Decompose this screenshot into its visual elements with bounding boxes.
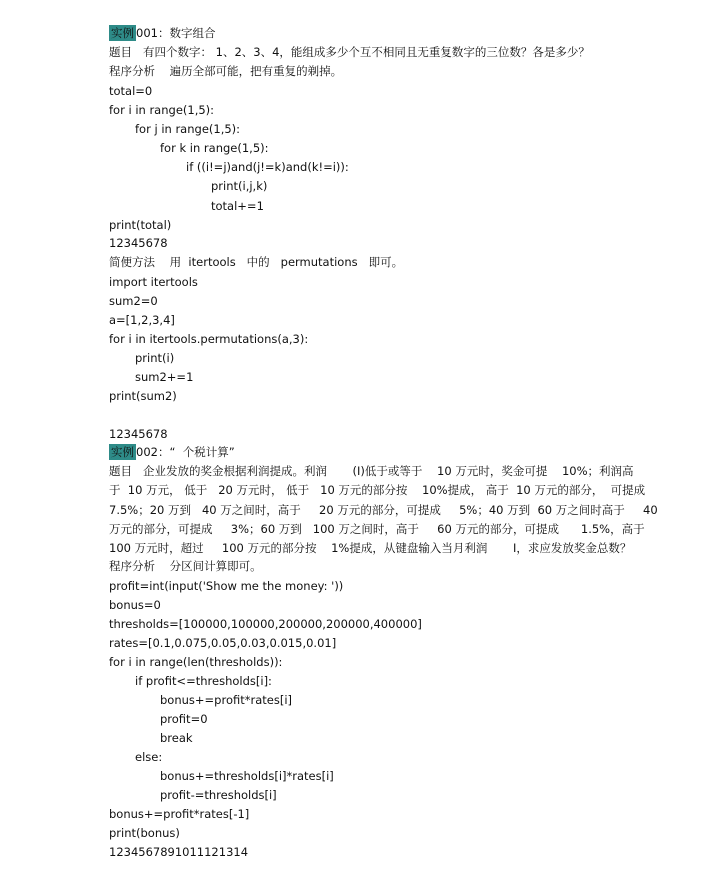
- code-line: sum2=0: [109, 294, 158, 308]
- code-line: for i in range(len(thresholds)):: [109, 655, 283, 669]
- code-line: if ((i!=j)and(j!=k)and(k!=i)):: [186, 160, 349, 174]
- example-1-question: 题目 有四个数字： 1、2、3、4，能组成多少个互不相同且无重复数字的三位数？各是多少？: [109, 45, 590, 59]
- code-line: import itertools: [109, 275, 198, 289]
- code-line: thresholds=[100000,100000,200000,200000,400000]: [109, 617, 422, 631]
- example-2-tag: 实例: [111, 445, 134, 459]
- example-2-analysis: 程序分析 分区间计算即可。: [109, 559, 262, 573]
- code-line: for i in itertools.permutations(a,3):: [109, 332, 309, 346]
- example-1-analysis: 程序分析 遍历全部可能，把有重复的剃掉。: [109, 64, 343, 78]
- code-line: for j in range(1,5):: [135, 122, 241, 136]
- code-line: bonus+=profit*rates[i]: [160, 693, 293, 707]
- code-line: a=[1,2,3,4]: [109, 313, 175, 327]
- example-1-title: 001：数字组合: [136, 26, 216, 40]
- example-1-heading: [109, 25, 215, 41]
- line-numbers: 12345678: [109, 427, 168, 441]
- code-line: bonus+=thresholds[i]*rates[i]: [160, 769, 334, 783]
- code-line: if profit<=thresholds[i]:: [135, 674, 272, 688]
- example-2-title: 002：“ 个税计算”: [136, 445, 235, 459]
- simple-method-note: 简便方法 用 itertools 中的 permutations 即可。: [109, 255, 404, 269]
- code-line: for k in range(1,5):: [160, 141, 269, 155]
- code-line: print(i): [135, 351, 175, 365]
- code-line: rates=[0.1,0.075,0.05,0.03,0.015,0.01]: [109, 636, 337, 650]
- line-numbers: 12345678: [109, 236, 168, 250]
- code-line: total=0: [109, 84, 153, 98]
- code-line: break: [160, 731, 193, 745]
- code-line: else:: [135, 750, 163, 764]
- code-line: profit=0: [160, 712, 208, 726]
- example-2-heading: [109, 444, 235, 460]
- example-1-tag: 实例: [111, 26, 134, 40]
- code-line: print(i,j,k): [211, 179, 268, 193]
- code-line: sum2+=1: [135, 370, 194, 384]
- code-line: print(sum2): [109, 389, 177, 403]
- code-line: bonus=0: [109, 598, 161, 612]
- code-line: for i in range(1,5):: [109, 103, 215, 117]
- code-line: print(bonus): [109, 826, 180, 840]
- example-2-question-line: 于 10 万元， 低于 20 万元时， 低于 10 万元的部分按 10%提成， 高于 10 万元的部分， 可提成: [109, 483, 646, 497]
- code-line: profit-=thresholds[i]: [160, 788, 277, 802]
- line-numbers: 1234567891011121314: [109, 845, 249, 859]
- code-line: print(total): [109, 218, 172, 232]
- example-2-question-line: 100 万元时，超过 100 万元的部分按 1%提成，从键盘输入当月利润 I，求应发放奖金总数？: [109, 541, 632, 555]
- example-2-question-line: 题目 企业发放的奖金根据利润提成。利润 (I)低于或等于 10 万元时，奖金可提 10%；利润高: [109, 464, 634, 478]
- code-line: bonus+=profit*rates[-1]: [109, 807, 250, 821]
- code-line: profit=int(input('Show me the money: ')): [109, 579, 344, 593]
- example-2-question-line: 万元的部分，可提成 3%；60 万到 100 万之间时，高于 60 万元的部分，可提成 1.5%，高于: [109, 522, 645, 536]
- code-line: total+=1: [211, 199, 264, 213]
- example-2-question-line: 7.5%；20 万到 40 万之间时，高于 20 万元的部分，可提成 5%；40 万到 60 万之间时高于 40: [109, 503, 658, 517]
